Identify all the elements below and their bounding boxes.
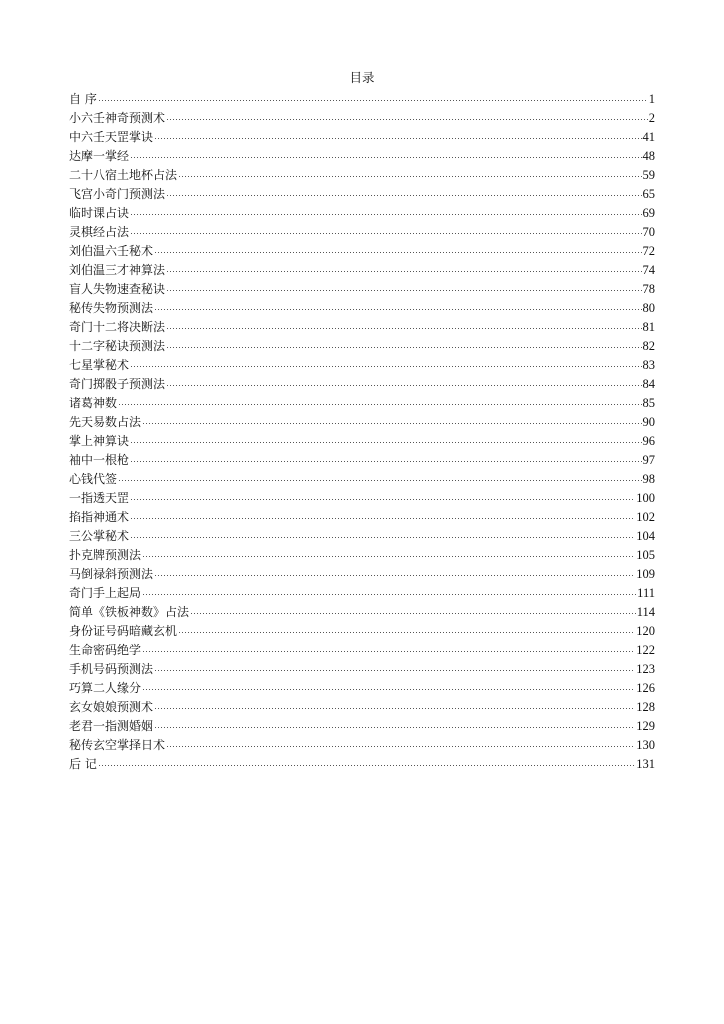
dot-leader	[154, 670, 635, 671]
toc-entry-label: 中六壬天罡掌诀	[69, 130, 154, 144]
toc-entry-label: 袖中一根枪	[69, 453, 130, 467]
toc-entry[interactable]	[69, 280, 655, 299]
toc-entry-page-number: 104	[636, 529, 655, 543]
toc-entry[interactable]	[69, 299, 655, 318]
toc-entry-page-number: 70	[642, 225, 655, 239]
toc-entry-page-number: 129	[636, 719, 655, 733]
toc-entry[interactable]	[69, 223, 655, 242]
toc-entry[interactable]	[69, 185, 655, 204]
toc-entry-page-number: 84	[642, 377, 655, 391]
toc-entry-page-number: 59	[642, 168, 655, 182]
toc-entry[interactable]	[69, 698, 655, 717]
toc-entry-label: 老君一指测婚姻	[69, 719, 154, 733]
dot-leader	[178, 632, 635, 633]
toc-entry[interactable]	[69, 584, 655, 603]
toc-entry-label: 巧算二人缘分	[69, 681, 142, 695]
toc-entry-page-number: 81	[642, 320, 655, 334]
dot-leader	[98, 765, 635, 766]
dot-leader	[166, 271, 641, 272]
toc-entry-page-number: 105	[636, 548, 655, 562]
toc-entry-label: 自 序	[69, 92, 97, 106]
toc-entry-label: 后 记	[69, 757, 97, 771]
toc-entry-label: 手机号码预测法	[69, 662, 154, 676]
toc-entry-label: 扑克牌预测法	[69, 548, 142, 562]
toc-entry[interactable]	[69, 717, 655, 736]
toc-entry[interactable]	[69, 432, 655, 451]
toc-entry-label: 掌上神算诀	[69, 434, 130, 448]
dot-leader	[166, 290, 641, 291]
toc-entry[interactable]	[69, 375, 655, 394]
toc-entry[interactable]	[69, 565, 655, 584]
toc-entry[interactable]	[69, 641, 655, 660]
dot-leader	[154, 138, 641, 139]
toc-entry-page-number: 97	[642, 453, 655, 467]
toc-entry-label: 奇门掷骰子预测法	[69, 377, 166, 391]
toc-entry-label: 飞宫小奇门预测法	[69, 187, 166, 201]
dot-leader	[142, 651, 635, 652]
toc-entry-page-number: 122	[636, 643, 655, 657]
toc-entry[interactable]	[69, 527, 655, 546]
toc-entry-label: 刘伯温三才神算法	[69, 263, 166, 277]
dot-leader	[142, 556, 635, 557]
toc-entry-label: 二十八宿土地杯占法	[69, 168, 178, 182]
toc-entry-label: 三公掌秘术	[69, 529, 130, 543]
toc-entry-page-number: 130	[636, 738, 655, 752]
dot-leader	[130, 461, 641, 462]
dot-leader	[154, 708, 635, 709]
dot-leader	[130, 366, 641, 367]
dot-leader	[166, 328, 641, 329]
toc-entry-page-number: 114	[636, 605, 655, 619]
toc-entry-page-number: 90	[642, 415, 655, 429]
toc-entry[interactable]	[69, 356, 655, 375]
toc-entry-label: 刘伯温六壬秘术	[69, 244, 154, 258]
toc-entry[interactable]	[69, 394, 655, 413]
toc-entry[interactable]	[69, 622, 655, 641]
dot-leader	[118, 480, 641, 481]
toc-entry-label: 玄女娘娘预测术	[69, 700, 154, 714]
toc-entry-page-number: 123	[636, 662, 655, 676]
toc-entry[interactable]	[69, 90, 655, 109]
toc-entry-label: 灵棋经占法	[69, 225, 130, 239]
toc-entry-label: 秘传玄空掌择日术	[69, 738, 166, 752]
toc-entry-page-number: 128	[636, 700, 655, 714]
toc-entry-label: 达摩一掌经	[69, 149, 130, 163]
toc-entry[interactable]	[69, 413, 655, 432]
dot-leader	[142, 423, 641, 424]
toc-entry-page-number: 120	[636, 624, 655, 638]
toc-entry-page-number: 2	[648, 111, 655, 125]
toc-entry-label: 马倒禄斜预测法	[69, 567, 154, 581]
dot-leader	[130, 157, 641, 158]
toc-entry-label: 生命密码绝学	[69, 643, 142, 657]
toc-entry[interactable]	[69, 736, 655, 755]
toc-entry-label: 七星掌秘术	[69, 358, 130, 372]
toc-entry-label: 十二字秘诀预测法	[69, 339, 166, 353]
toc-entry[interactable]	[69, 109, 655, 128]
toc-entry[interactable]	[69, 470, 655, 489]
toc-entry-label: 盲人失物速查秘诀	[69, 282, 166, 296]
toc-entry-page-number: 109	[636, 567, 655, 581]
dot-leader	[178, 176, 641, 177]
toc-entry-label: 小六壬神奇预测术	[69, 111, 166, 125]
dot-leader	[130, 233, 641, 234]
toc-entry-label: 诸葛神数	[69, 396, 118, 410]
dot-leader	[130, 537, 635, 538]
dot-leader	[142, 689, 635, 690]
dot-leader	[118, 404, 641, 405]
toc-entry[interactable]	[69, 546, 655, 565]
toc-entry-page-number: 65	[642, 187, 655, 201]
toc-entry-page-number: 96	[642, 434, 655, 448]
dot-leader	[142, 594, 636, 595]
toc-entry-label: 一指透天罡	[69, 491, 130, 505]
toc-entry-label: 奇门十二将决断法	[69, 320, 166, 334]
toc-entry-label: 秘传失物预测法	[69, 301, 154, 315]
dot-leader	[98, 100, 648, 101]
toc-entry[interactable]	[69, 242, 655, 261]
toc-entry-label: 身份证号码暗藏玄机	[69, 624, 178, 638]
toc-entry-label: 掐指神通术	[69, 510, 130, 524]
toc-entry[interactable]	[69, 508, 655, 527]
toc-entry-page-number: 131	[636, 757, 655, 771]
dot-leader	[166, 119, 648, 120]
toc-entry-page-number: 126	[636, 681, 655, 695]
toc-entry-page-number: 102	[636, 510, 655, 524]
toc-entry[interactable]	[69, 337, 655, 356]
toc-entry-page-number: 78	[642, 282, 655, 296]
toc-entry-label: 心钱代签	[69, 472, 118, 486]
toc-entry-page-number: 74	[642, 263, 655, 277]
dot-leader	[130, 499, 635, 500]
dot-leader	[154, 575, 635, 576]
toc-entry-page-number: 111	[637, 586, 655, 600]
toc-entry-page-number: 41	[642, 130, 655, 144]
toc-entry[interactable]	[69, 204, 655, 223]
toc-entry[interactable]	[69, 755, 655, 774]
dot-leader	[166, 746, 635, 747]
dot-leader	[154, 309, 641, 310]
toc-entry[interactable]	[69, 660, 655, 679]
toc-entry-label: 临时课占诀	[69, 206, 130, 220]
dot-leader	[130, 442, 641, 443]
toc-entry[interactable]	[69, 128, 655, 147]
dot-leader	[154, 252, 641, 253]
toc-entry-page-number: 100	[636, 491, 655, 505]
toc-title: 目录	[349, 70, 375, 85]
toc-entry[interactable]	[69, 147, 655, 166]
dot-leader	[130, 518, 635, 519]
toc-entry-page-number: 83	[642, 358, 655, 372]
toc-entry[interactable]	[69, 318, 655, 337]
dot-leader	[166, 347, 641, 348]
toc-entry[interactable]	[69, 166, 655, 185]
dot-leader	[154, 727, 635, 728]
toc-entry-page-number: 72	[642, 244, 655, 258]
toc-entry-label: 简单《铁板神数》占法	[69, 605, 190, 619]
toc-entry-page-number: 48	[642, 149, 655, 163]
toc-entry[interactable]	[69, 603, 655, 622]
toc-entry[interactable]	[69, 489, 655, 508]
toc-entry-label: 奇门手上起局	[69, 586, 142, 600]
toc-list	[69, 90, 655, 774]
dot-leader	[166, 385, 641, 386]
toc-entry-page-number: 69	[642, 206, 655, 220]
toc-entry-label: 先天易数占法	[69, 415, 142, 429]
toc-entry-page-number: 80	[642, 301, 655, 315]
dot-leader	[130, 214, 641, 215]
toc-entry-page-number: 85	[642, 396, 655, 410]
toc-entry-page-number: 98	[642, 472, 655, 486]
toc-entry[interactable]	[69, 679, 655, 698]
dot-leader	[166, 195, 641, 196]
toc-entry-page-number: 82	[642, 339, 655, 353]
toc-entry[interactable]	[69, 451, 655, 470]
toc-entry-page-number: 1	[648, 92, 655, 106]
toc-entry[interactable]	[69, 261, 655, 280]
dot-leader	[190, 613, 636, 614]
